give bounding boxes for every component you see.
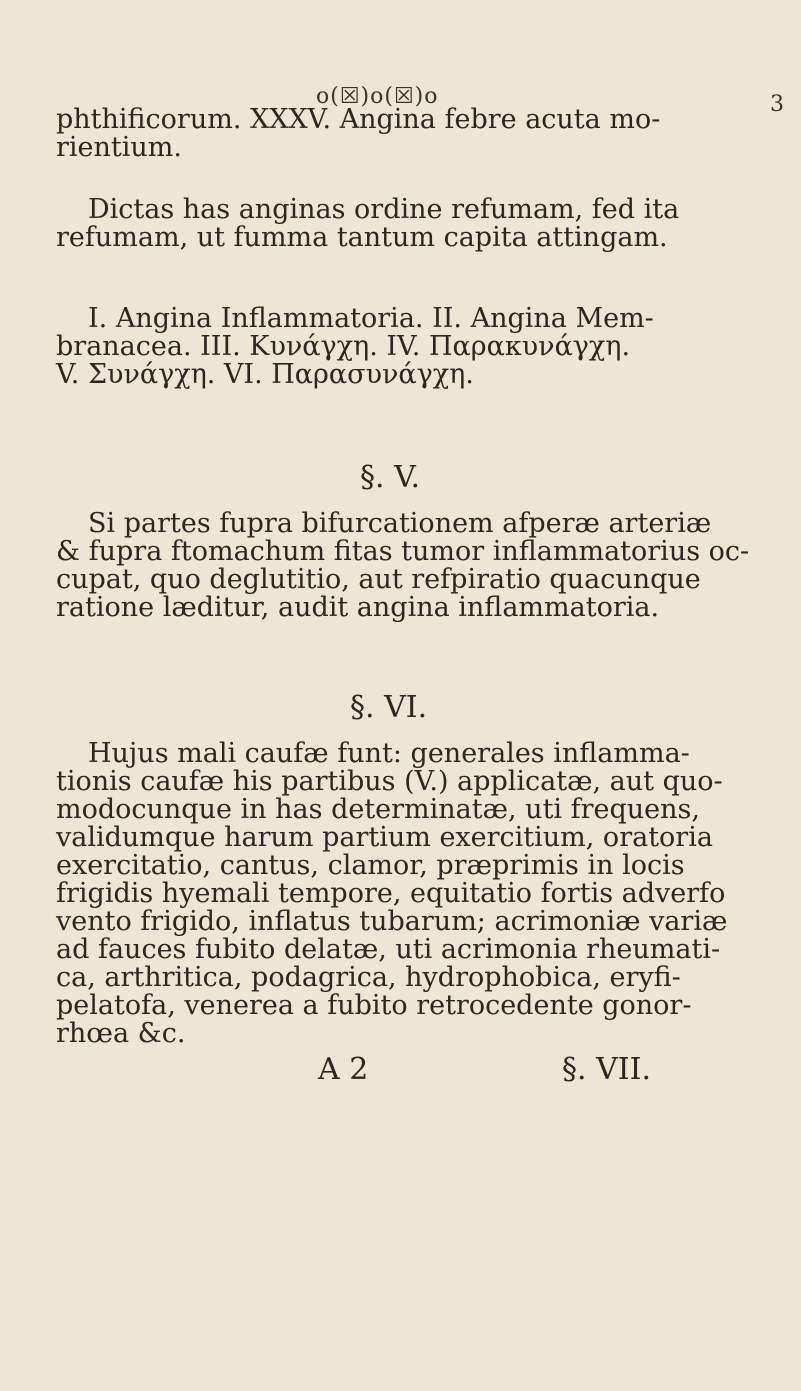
- catchword: §. VII.: [562, 1052, 651, 1087]
- paragraph-angina-list: [56, 305, 786, 389]
- header-ornament: o(☒)o(☒)o: [316, 84, 439, 109]
- text-line: tionis caufæ his partibus (V.) applicatæ, aut quo-: [56, 766, 723, 797]
- text-line: Hujus mali caufæ funt: generales inflamma-: [88, 738, 690, 769]
- section-heading-5: §. V.: [360, 460, 421, 495]
- section-5-body: [56, 510, 786, 622]
- paragraph-continuation: [56, 106, 786, 162]
- signature-mark: A 2: [318, 1052, 369, 1087]
- section-heading-6: §. VI.: [350, 690, 428, 725]
- text-line: I. Angina Inflammatoria. II. Angina Mem-: [88, 303, 654, 334]
- text-line: refumam, ut fumma tantum capita attingam.: [56, 222, 668, 253]
- text-line: exercitatio, cantus, clamor, præprimis in locis: [56, 850, 685, 881]
- text-line: ratione læditur, audit angina inflammatoria.: [56, 592, 660, 623]
- text-line: rhœa &c.: [56, 1018, 186, 1049]
- text-line: cupat, quo deglutitio, aut refpiratio quacunque: [56, 564, 701, 595]
- text-line: ad fauces fubito delatæ, uti acrimonia rheumati-: [56, 934, 721, 965]
- text-line: vento frigido, inflatus tubarum; acrimoniæ variæ: [56, 906, 728, 937]
- text-line: validumque harum partium exercitium, oratoria: [56, 822, 713, 853]
- text-line: & fupra ftomachum fitas tumor inflammatorius oc-: [56, 536, 750, 567]
- paragraph-intro: [56, 196, 786, 252]
- text-line: modocunque in has determinatæ, uti frequens,: [56, 794, 700, 825]
- text-line: branacea. III. Κυνάγχη. IV. Παρακυνάγχη.: [56, 331, 631, 362]
- text-line: Si partes fupra bifurcationem afperæ arteriæ: [88, 508, 712, 539]
- text-line: ca, arthritica, podagrica, hydrophobica, eryfi-: [56, 962, 681, 993]
- text-line: frigidis hyemali tempore, equitatio fortis adverfo: [56, 878, 726, 909]
- section-6-body: [56, 740, 786, 1048]
- text-line: rientium.: [56, 132, 182, 163]
- text-line: phthificorum. XXXV. Angina febre acuta mo-: [56, 104, 661, 135]
- text-line: Dictas has anginas ordine refumam, fed ita: [88, 194, 680, 225]
- text-line: V. Συνάγχη. VI. Παρασυνάγχη.: [56, 359, 474, 390]
- text-line: pelatofa, venerea a fubito retrocedente gonor-: [56, 990, 692, 1021]
- page-number: 3: [770, 92, 784, 117]
